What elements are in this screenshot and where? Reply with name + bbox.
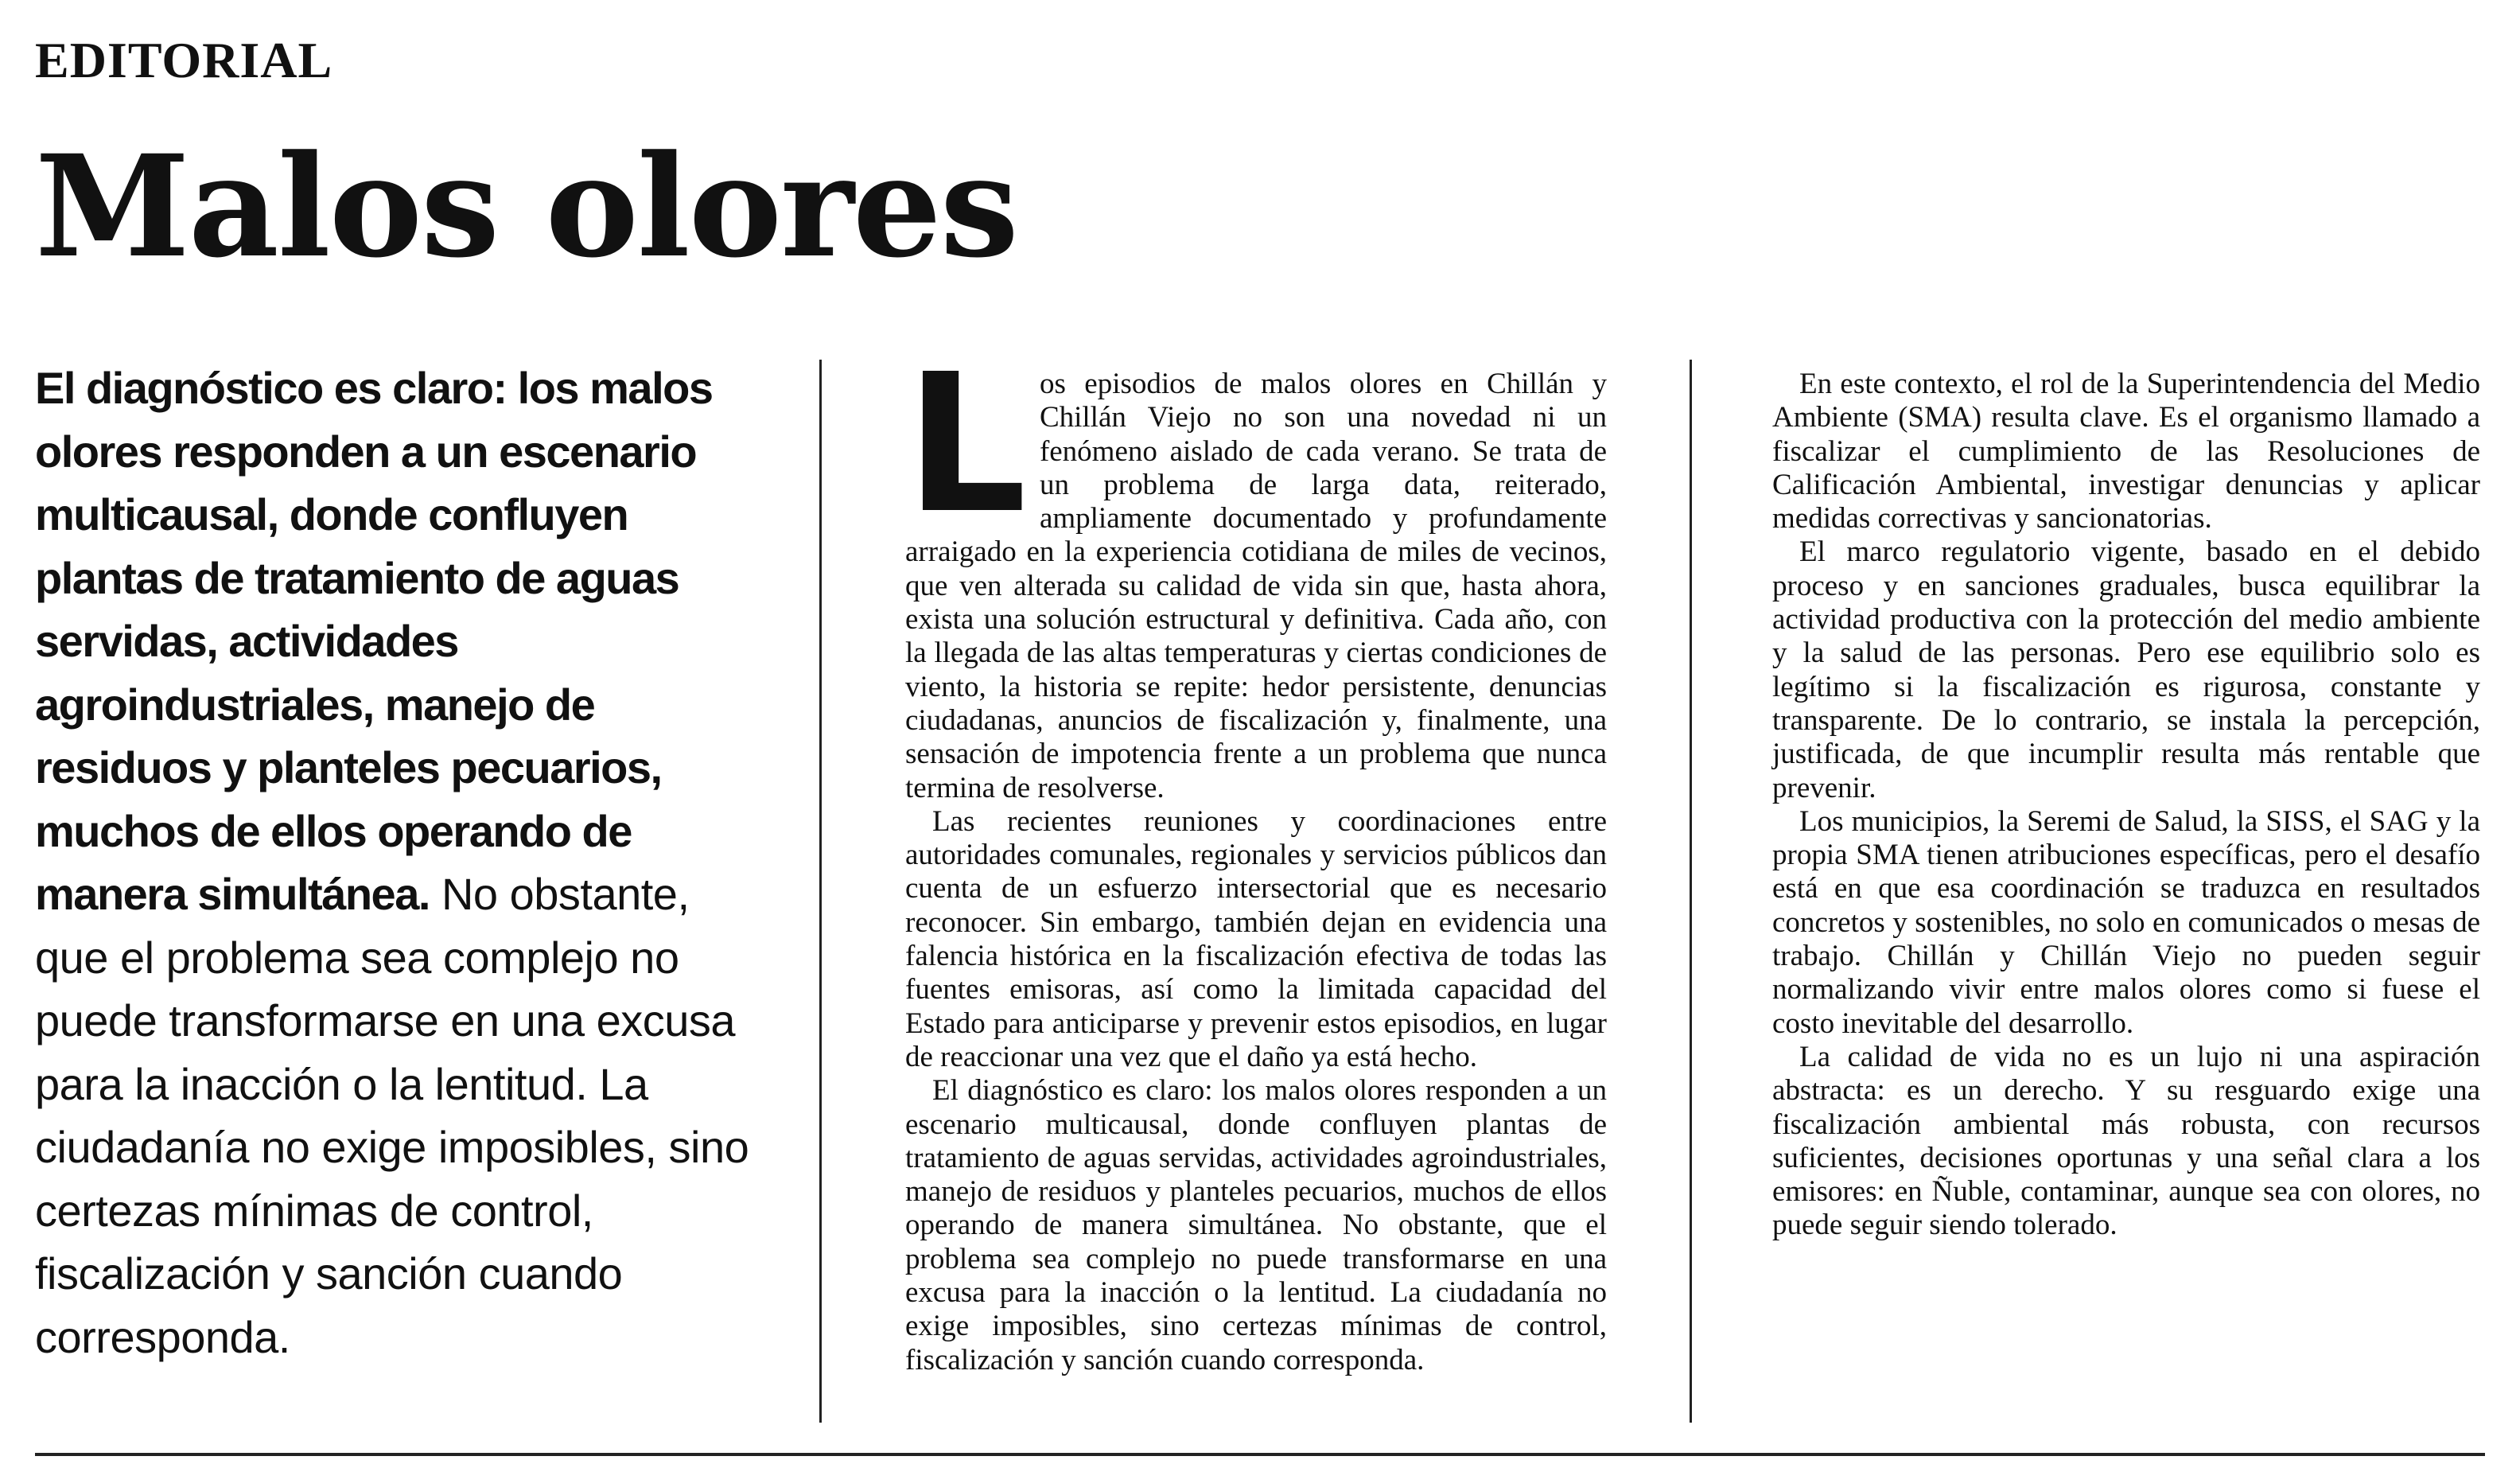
body-paragraph-3: El diagnóstico es claro: los malos olores responden a un escenario multicausal, donde confluyen plantas de tratamiento de aguas servidas, actividades agroindustriales, manejo de residuos y planteles pecuarios, muchos de ellos operando de manera simultánea. No obstante, que el problema sea complejo no puede transformarse en una excusa para la inacción o la lentitud. La ciudadanía no exige imposibles, sino certezas mínimas de control, fiscalización y sanción cuando corresponda. — [905, 1074, 1607, 1376]
body-paragraph-4: En este contexto, el rol de la Superintendencia del Medio Ambiente (SMA) resulta clave. Es el organismo llamado a fiscalizar el cumplimiento de las Resoluciones de Calificación Ambiental, investigar denuncias y aplicar medidas correctivas y sancionatorias. — [1772, 368, 2480, 535]
bottom-rule — [35, 1453, 2485, 1456]
body-paragraph-2: Las recientes reuniones y coordinaciones entre autoridades comunales, regionales y servicios públicos dan cuenta de un esfuerzo intersectorial que es necesario reconocer. Sin embargo, también dejan en evidencia una falencia histórica en la fiscalización efectiva de todas las fuentes emisoras, así como la limitada capacidad del Estado para anticiparse y prevenir estos episodios, en lugar de reaccionar una vez que el daño ya está hecho. — [905, 804, 1607, 1073]
body-paragraph-6: Los municipios, la Seremi de Salud, la SISS, el SAG y la propia SMA tienen atribuciones específicas, pero el desafío está en que esa coordinación se traduzca en resultados concretos y sostenibles, no solo en comunicados o mesas de trabajo. Chillán y Chillán Viejo no pueden seguir normalizando vivir entre malos olores como si fuese el costo inevitable del desarrollo. — [1772, 804, 2480, 1040]
body-paragraph-1 — [905, 333, 1607, 805]
body-paragraph-7: La calidad de vida no es un lujo ni una aspiración abstracta: es un derecho. Y su resguardo exige una fiscalización ambiental más robusta, con recursos suficientes, decisiones oportunas y una señal clara a los emisores: en Ñuble, contaminar, aunque sea con olores, no puede seguir siendo tolerado. — [1772, 1040, 2480, 1242]
body-paragraph-1-text: os episodios de malos olores en Chillán y Chillán Viejo no son una novedad ni un fenómeno aislado de cada verano. Se trata de un problema de larga data, reiterado, ampliamente documentado y profundamente arraigado en la experiencia cotidiana de miles de vecinos, que ven alterada su calidad de vida sin que, hasta ahora, exista una solución estructural y definitiva. Cada año, con la llegada de las altas temperaturas y ciertas condiciones de viento, la historia se repite: hedor persistente, denuncias ciudadanas, anuncios de fiscalización y, finalmente, una sensación de impotencia frente a un problema que nunca termina de resolverse. — [905, 368, 1607, 804]
column-divider-1 — [819, 360, 822, 1423]
column-divider-2 — [1690, 360, 1692, 1423]
body-column-1 — [905, 333, 1607, 1377]
section-label: EDITORIAL — [35, 32, 333, 88]
lead-paragraph — [35, 356, 751, 1369]
drop-cap: L — [905, 333, 1027, 555]
body-paragraph-5: El marco regulatorio vigente, basado en el debido proceso y en sanciones graduales, busca equilibrar la actividad productiva con la protección del medio ambiente y la salud de las personas. Pero ese equilibrio solo es legítimo si la fiscalización es rigurosa, constante y transparente. De lo contrario, se instala la percepción, justificada, de que incumplir resulta más rentable que prevenir. — [1772, 535, 2480, 804]
lead-regular-text: No obstante, que el problema sea complejo no puede transformarse en una excusa para la inacción o la lentitud. La ciudadanía no exige imposibles, sino certezas mínimas de control, fiscalización y sanción cuando corresponda. — [35, 869, 749, 1362]
lead-bold-text: El diagnóstico es claro: los malos olores responden a un escenario multicausal, donde confluyen plantas de tratamiento de aguas servidas, actividades agroindustriales, manejo de residuos y planteles pecuarios, muchos de ellos operando de manera simultánea. — [35, 363, 713, 919]
body-column-2 — [1772, 368, 2480, 1243]
headline: Malos olores — [35, 124, 1017, 289]
